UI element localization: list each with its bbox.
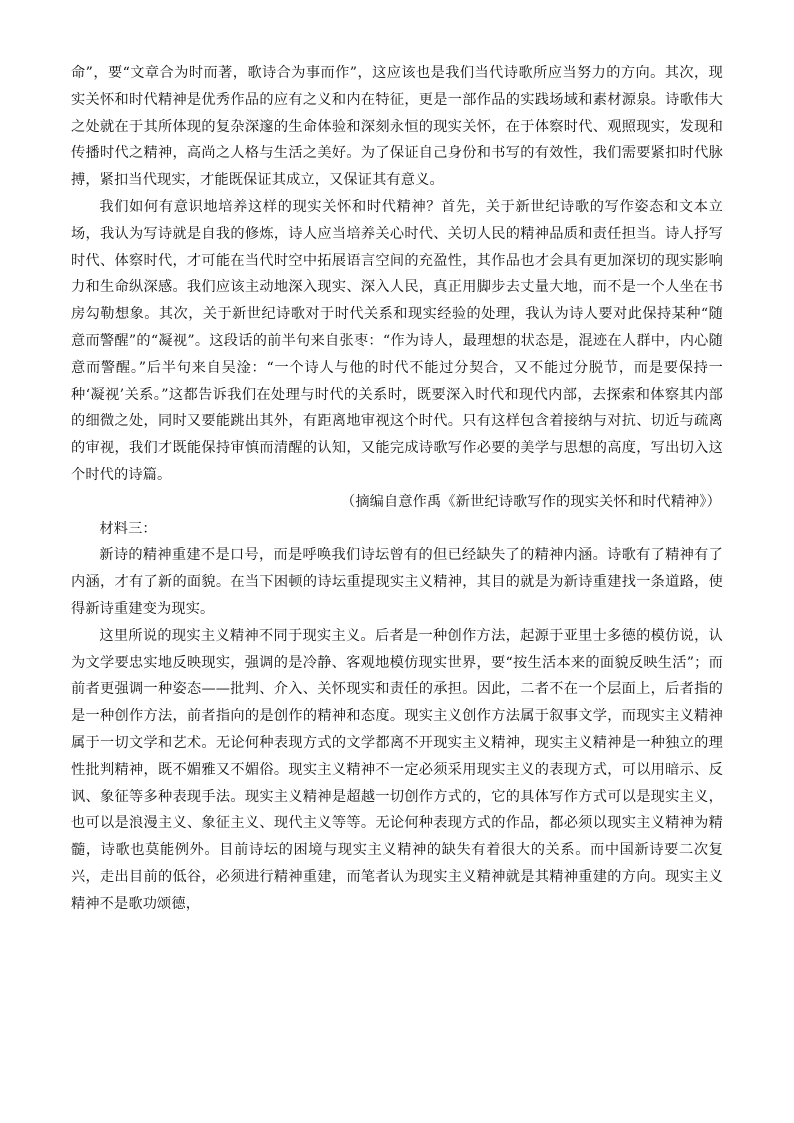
document-page xyxy=(71,60,723,918)
material-paragraph-2: 这里所说的现实主义精神不同于现实主义。后者是一种创作方法，起源于亚里士多德的模仿说，认为文学要忠实地反映现实，强调的是冷静、客观地模仿现实世界，要“按生活本来的面貌反映生活”；而前者更强调一种姿态——批判、介入、关怀现实和责任的承担。因此，二者不在一个层面上，后者指的是一种创作方法，前者指向的是创作的精神和态度。现实主义创作方法属于叙事文学，而现实主义精神属于一切文学和艺术。无论何种表现方式的文学都离不开现实主义精神，现实主义精神是一种独立的理性批判精神，既不媚雅又不媚俗。现实主义精神不一定必须采用现实主义的表现方式，可以用暗示、反讽、象征等多种表现手法。现实主义精神是超越一切创作方式的，它的具体写作方式可以是现实主义，也可以是浪漫主义、象征主义、现代主义等等。无论何种表现方式的作品，都必须以现实主义精神为精髓，诗歌也莫能例外。目前诗坛的困境与现实主义精神的缺失有着很大的关系。而中国新诗要二次复兴，走出目前的低谷，必须进行精神重建，而笔者认为现实主义精神就是其精神重建的方向。现实主义精神不是歌功颂德， xyxy=(71,627,723,912)
material-paragraph-1: 新诗的精神重建不是口号，而是呼唤我们诗坛曾有的但已经缺失了的精神内涵。诗歌有了精神有了内涵，才有了新的面貌。在当下困顿的诗坛重提现实主义精神，其目的就是为新诗重建找一条道路，使得新诗重建变为现实。 xyxy=(71,547,723,617)
material-three-label: 材料三： xyxy=(99,520,157,537)
source-citation: （摘编自意作禹《新世纪诗歌写作的现实关怀和时代精神》） xyxy=(340,493,721,510)
paragraph-2: 我们如何有意识地培养这样的现实关怀和时代精神？首先，关于新世纪诗歌的写作姿态和文本立场，我认为写诗就是自我的修炼，诗人应当培养关心时代、关切人民的精神品质和责任担当。诗人抒写时代、体察时代，才可能在当代时空中拓展语言空间的充盈性，其作品也才会具有更加深切的现实影响力和生命纵深感。我们应该主动地深入现实、深入人民，真正用脚步去丈量大地，而不是一个人坐在书房勾勒想象。其次，关于新世纪诗歌对于时代关系和现实经验的处理，我认为诗人要对此保持某种“随意而警醒”的“凝视”。这段话的前半句来自张枣：“作为诗人，最理想的状态是，混迹在人群中，内心随意而警醒。”后半句来自吴淦：“一个诗人与他的时代不能过分契合，又不能过分脱节，而是要保持一种‘凝视’关系。”这都告诉我们在处理与时代的关系时，既要深入时代和现代内部，去探索和体察其内部的细微之处，同时又要能跳出其外，有距离地审视这个时代。只有这样包含着接纳与对抗、切近与疏离的审视，我们才既能保持审慎而清醒的认知，又能完成诗歌写作必要的美学与思想的高度，写出切入这个时代的诗篇。 xyxy=(71,198,723,483)
paragraph-1: 命”，要“文章合为时而著，歌诗合为事而作”，这应该也是我们当代诗歌所应当努力的方向。其次，现实关怀和时代精神是优秀作品的应有之义和内在特征，更是一部作品的实践场域和素材源泉。诗歌伟大之处就在于其所体现的复杂深邃的生命体验和深刻永恒的现实关怀，在于体察时代、观照现实，发现和传播时代之精神，高尚之人格与生活之美好。为了保证自己身份和书写的有效性，我们需要紧扣时代脉搏，紧扣当代现实，才能既保证其成立，又保证其有意义。 xyxy=(71,65,723,189)
